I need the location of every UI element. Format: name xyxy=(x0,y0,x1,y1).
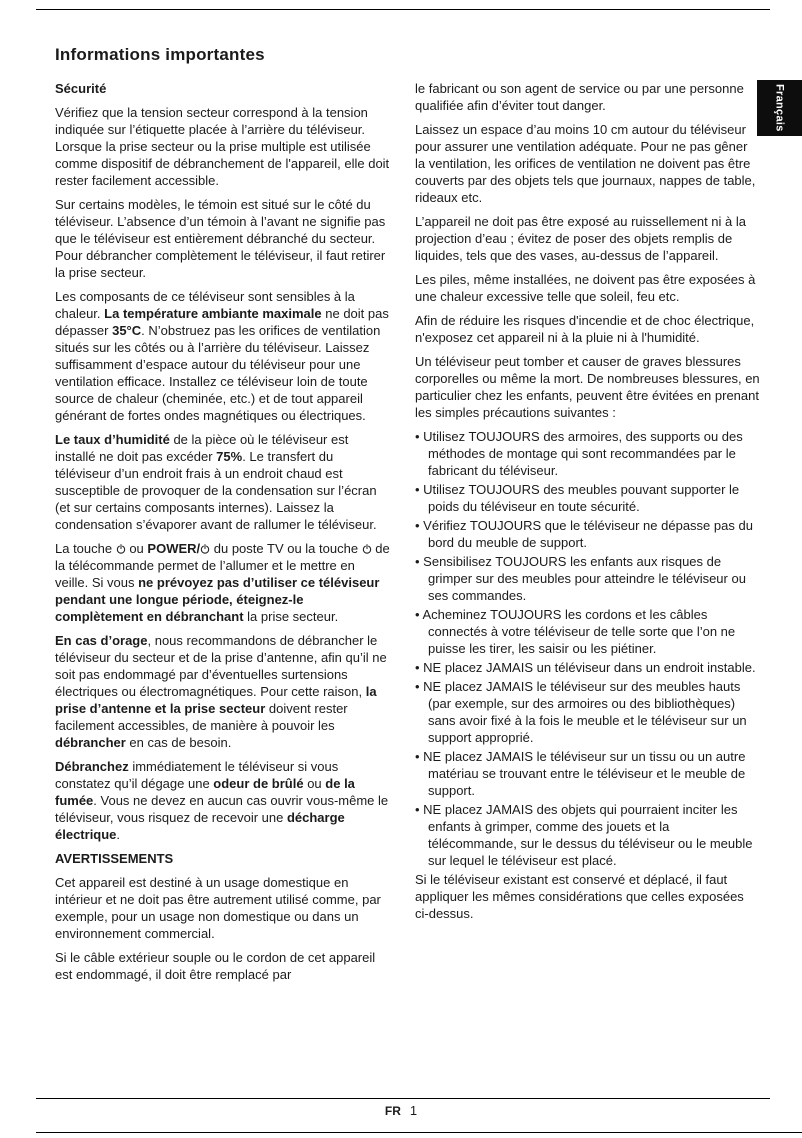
text-run: Sensibilisez TOUJOURS les enfants aux risques de grimper sur des meubles pour atteindre le téléviseur ou ses commandes. xyxy=(423,554,746,603)
text-run: la prise d’antenne et la prise secteur xyxy=(55,684,377,716)
text-run: ou xyxy=(125,541,148,556)
text-run: NE placez JAMAIS le téléviseur sur des meubles hauts (par exemple, sur des armoires ou des bibliothèques) sans avoir fixé à la fois le meuble et le téléviseur sur un support approprié. xyxy=(423,679,747,745)
section-heading: AVERTISSEMENTS xyxy=(55,851,174,866)
paragraph xyxy=(55,431,391,533)
bullet-marker: • xyxy=(415,554,424,569)
paragraph xyxy=(55,758,391,843)
text-run: En cas d’orage xyxy=(55,633,148,648)
right-column xyxy=(415,80,760,990)
content-columns xyxy=(55,80,760,990)
text-run: La température ambiante maximale xyxy=(104,306,322,321)
bullet-marker: • xyxy=(415,607,423,622)
paragraph xyxy=(415,312,760,346)
footer-page-number: 1 xyxy=(409,1103,418,1118)
paragraph xyxy=(415,213,760,264)
text-run: Les piles, même installées, ne doivent pas être exposées à une chaleur excessive telle que soleil, feu etc. xyxy=(415,272,756,304)
bullet-item xyxy=(415,481,760,515)
text-run: Vérifiez que la tension secteur correspond à la tension indiquée sur l’étiquette placée à l’arrière du téléviseur. Lorsque la prise secteur ou la prise multiple est utilisée comme dispositif de débranchement de l'appareil, elle doit rester facilement accessible. xyxy=(55,105,390,188)
bullet-item xyxy=(415,748,760,799)
paragraph xyxy=(55,632,391,751)
section-heading: Sécurité xyxy=(55,81,107,96)
text-run: Un téléviseur peut tomber et causer de graves blessures corporelles ou même la mort. De nombreuses blessures, en particulier chez les enfants, peuvent être évitées en prenant les simples précautions suivantes : xyxy=(415,354,760,420)
text-run: Laissez un espace d’au moins 10 cm autour du téléviseur pour assurer une ventilation adéquate. Pour ne pas gêner la ventilation, les orifices de ventilation ne doivent pas être couverts par des objets tels que journaux, nappes de table, rideaux etc. xyxy=(415,122,756,205)
bullet-marker: • xyxy=(415,482,424,497)
power-icon xyxy=(362,544,372,554)
text-run: du poste TV ou la touche xyxy=(210,541,362,556)
paragraph xyxy=(415,271,760,305)
text-run: . Le transfert du téléviseur d’un endroit frais à un endroit chaud est susceptible de provoquer de la condensation sur l’écran (et sur certains composants internes). Laissez la condensation s’évaporer avant de rallumer le téléviseur. xyxy=(55,449,377,532)
text-run: Débranchez xyxy=(55,759,129,774)
bullet-marker: • xyxy=(415,679,424,694)
power-icon xyxy=(200,544,210,554)
bullet-item xyxy=(415,428,760,479)
text-run: Utilisez TOUJOURS des meubles pouvant supporter le poids du téléviseur en toute sécurité. xyxy=(423,482,740,514)
text-run: immédiatement le téléviseur si vous constatez qu’il dégage une xyxy=(55,759,339,791)
text-run: débrancher xyxy=(55,735,126,750)
bullet-marker: • xyxy=(415,802,424,817)
bullet-item xyxy=(415,606,760,657)
paragraph xyxy=(55,104,391,189)
text-run: 35°C xyxy=(112,323,142,338)
text-run: Si le câble extérieur souple ou le cordon de cet appareil est endommagé, il doit être remplacé par xyxy=(55,950,376,982)
text-run: NE placez JAMAIS des objets qui pourraient inciter les enfants à grimper, comme des jouets et la télécommande, sur le dessus du téléviseur ou le meuble sur lequel le téléviseur est placé. xyxy=(423,802,753,868)
text-run: L’appareil ne doit pas être exposé au ruissellement ni à la projection d’eau ; évitez de poser des objets remplis de liquides, tels que des vases, au-dessus de l’appareil. xyxy=(415,214,746,263)
bullet-item xyxy=(415,659,760,676)
text-run: . Vous ne devez en aucun cas ouvrir vous-même le téléviseur, vous risquez de recevoir une xyxy=(55,793,389,825)
footer-language-code: FR xyxy=(384,1104,401,1118)
language-tab xyxy=(757,80,802,136)
bullet-item xyxy=(415,801,760,869)
text-run: odeur de brûlé xyxy=(213,776,304,791)
text-run: . xyxy=(116,827,121,842)
text-run: Afin de réduire les risques d'incendie et de choc électrique, n'exposez cet appareil ni à la pluie ni à l'humidité. xyxy=(415,313,755,345)
text-run: doivent rester facilement accessibles, de manière à pouvoir les xyxy=(55,701,348,733)
power-icon xyxy=(116,544,126,554)
text-run: POWER/ xyxy=(147,541,201,556)
bullet-marker: • xyxy=(415,749,424,764)
bullet-item xyxy=(415,517,760,551)
left-column xyxy=(55,80,391,990)
paragraph xyxy=(415,353,760,421)
text-run: La touche xyxy=(55,541,116,556)
text-run: Utilisez TOUJOURS des armoires, des supports ou des méthodes de montage qui sont recommandées par le fabricant du téléviseur. xyxy=(423,429,743,478)
text-run: ou xyxy=(303,776,326,791)
text-run: le fabricant ou son agent de service ou par une personne qualifiée afin d’éviter tout danger. xyxy=(415,81,744,113)
paragraph xyxy=(55,949,391,983)
language-tab-label: Français xyxy=(773,84,786,132)
bottom-rule xyxy=(36,1132,802,1133)
bullet-item xyxy=(415,553,760,604)
bullet-marker: • xyxy=(415,429,424,444)
paragraph xyxy=(415,80,760,114)
text-run: Les composants de ce téléviseur sont sensibles à la chaleur. xyxy=(55,289,355,321)
text-run: Cet appareil est destiné à un usage domestique en intérieur et ne doit pas être autrement utilisé comme, par exemple, pour un usage non domestique ou dans un environnement commercial. xyxy=(55,875,381,941)
text-run: décharge électrique xyxy=(55,810,345,842)
text-run: Sur certains modèles, le témoin est situé sur le côté du téléviseur. L’absence d’un témoin à l’avant ne signifie pas que le téléviseur est entièrement débranché du secteur. Pour débrancher complètement le téléviseur, il faut retirer la prise secteur. xyxy=(55,197,386,280)
page-footer xyxy=(0,1103,802,1118)
text-run: Vérifiez TOUJOURS que le téléviseur ne dépasse pas du bord du meuble de support. xyxy=(423,518,753,550)
text-run: , nous recommandons de débrancher le téléviseur du secteur et de la prise d’antenne, afin qu’il ne soit pas endommagé par d’éventuelles surtensions électriques ou électromagnétiques. Pour cette raison, xyxy=(55,633,387,699)
text-run: de la télécommande permet de l’allumer et le mettre en veille. Si vous xyxy=(55,541,390,590)
paragraph xyxy=(415,121,760,206)
text-run: de la pièce où le téléviseur est installé ne doit pas excéder xyxy=(55,432,349,464)
text-run: Acheminez TOUJOURS les cordons et les câbles connectés à votre téléviseur de telle sorte que l’on ne puisse les tirer, les saisir ou les piétiner. xyxy=(422,607,736,656)
paragraph xyxy=(55,196,391,281)
bullet-item xyxy=(415,678,760,746)
footer-rule xyxy=(36,1098,770,1099)
text-run: Si le téléviseur existant est conservé et déplacé, il faut appliquer les mêmes considérations que celles exposées ci-dessus. xyxy=(415,872,744,921)
text-run: ne doit pas dépasser xyxy=(55,306,389,338)
paragraph xyxy=(415,871,760,922)
top-rule xyxy=(36,9,770,10)
text-run: de la fumée xyxy=(55,776,355,808)
bullet-marker: • xyxy=(415,660,424,675)
paragraph xyxy=(55,540,391,625)
text-run: NE placez JAMAIS un téléviseur dans un endroit instable. xyxy=(423,660,756,675)
paragraph xyxy=(55,288,391,424)
page-title: Informations importantes xyxy=(55,45,265,65)
text-run: ne prévoyez pas d’utiliser ce téléviseur pendant une longue période, éteignez-le complètement en débranchant xyxy=(55,575,380,624)
bullet-marker: • xyxy=(415,518,424,533)
text-run: NE placez JAMAIS le téléviseur sur un tissu ou un autre matériau se trouvant entre le téléviseur et le meuble de support. xyxy=(423,749,746,798)
text-run: en cas de besoin. xyxy=(125,735,232,750)
text-run: 75% xyxy=(216,449,243,464)
paragraph xyxy=(55,874,391,942)
text-run: la prise secteur. xyxy=(243,609,339,624)
text-run: Le taux d’humidité xyxy=(55,432,170,447)
text-run: . N’obstruez pas les orifices de ventilation situés sur les côtés ou à l’arrière du téléviseur. Laissez suffisamment d’espace autour du téléviseur pour une ventilation efficace. Installez ce téléviseur loin de toute source de chaleur (cheminée, etc.) et de tout appareil générant de fortes ondes magnétiques ou électriques. xyxy=(55,323,381,423)
